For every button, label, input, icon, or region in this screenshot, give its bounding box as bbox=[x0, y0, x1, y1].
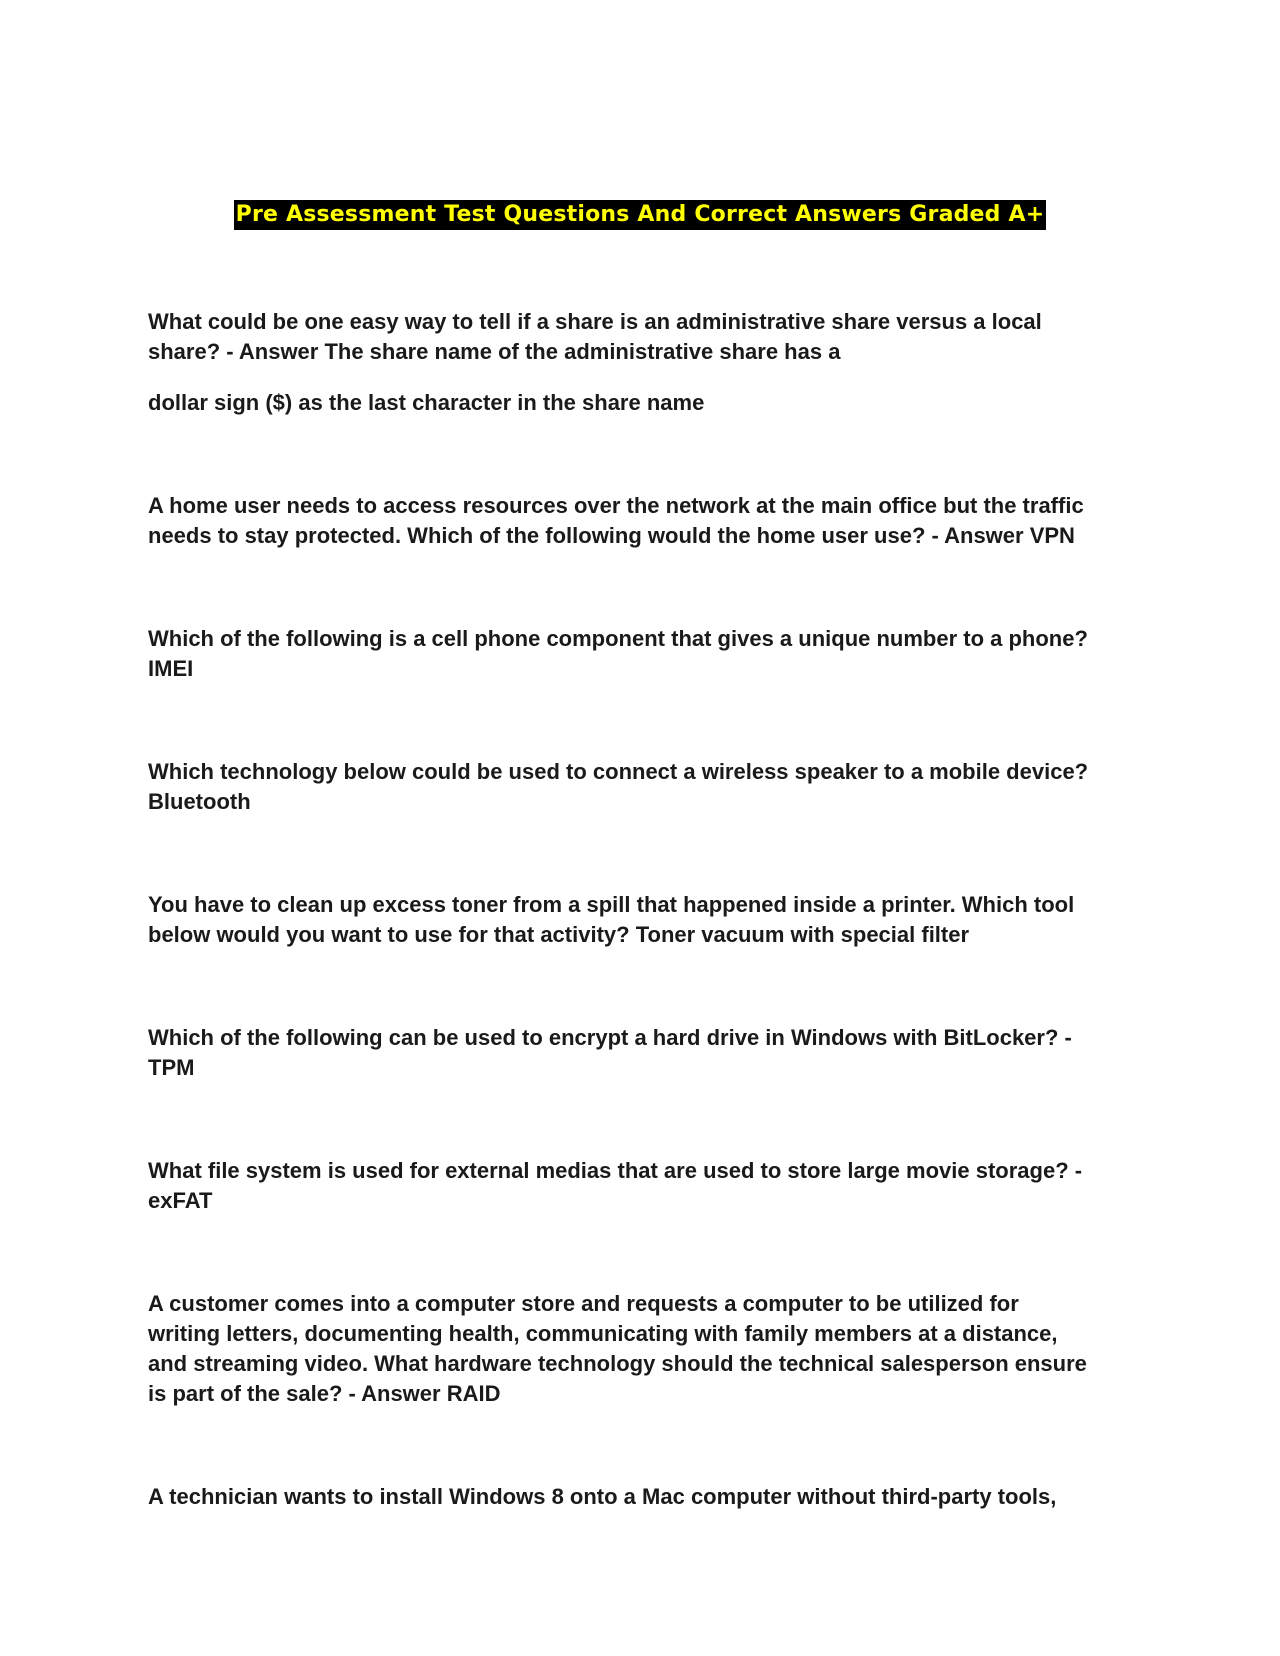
qa-line: needs to stay protected. Which of the following would the home user use? - Answer VPN bbox=[148, 523, 1075, 548]
qa-item-5 bbox=[148, 890, 1148, 950]
qa-item-8 bbox=[148, 1289, 1148, 1409]
qa-line: Bluetooth bbox=[148, 789, 251, 814]
qa-line: Which of the following can be used to encrypt a hard drive in Windows with BitLocker? - bbox=[148, 1025, 1072, 1050]
qa-line: below would you want to use for that activity? Toner vacuum with special filter bbox=[148, 922, 970, 947]
qa-item-9 bbox=[148, 1482, 1148, 1512]
qa-item-3 bbox=[148, 624, 1148, 684]
qa-item-6 bbox=[148, 1023, 1148, 1083]
qa-line: TPM bbox=[148, 1055, 195, 1080]
qa-line: You have to clean up excess toner from a spill that happened inside a printer. Which tool bbox=[148, 892, 1075, 917]
qa-item-1 bbox=[148, 307, 1148, 418]
qa-line: writing letters, documenting health, communicating with family members at a distance, bbox=[148, 1321, 1058, 1346]
qa-line: Which of the following is a cell phone component that gives a unique number to a phone? bbox=[148, 626, 1088, 651]
qa-line: is part of the sale? - Answer RAID bbox=[148, 1381, 501, 1406]
qa-line: share? - Answer The share name of the administrative share has a bbox=[148, 339, 841, 364]
qa-line: A customer comes into a computer store and requests a computer to be utilized for bbox=[148, 1291, 1019, 1316]
qa-item-2 bbox=[148, 491, 1148, 551]
qa-item-7 bbox=[148, 1156, 1148, 1216]
document-title: Pre Assessment Test Questions And Correct Answers Graded A+ bbox=[234, 200, 1047, 230]
qa-line: What could be one easy way to tell if a share is an administrative share versus a local bbox=[148, 309, 1042, 334]
qa-line: What file system is used for external medias that are used to store large movie storage? - bbox=[148, 1158, 1083, 1183]
qa-line: and streaming video. What hardware technology should the technical salesperson ensure bbox=[148, 1351, 1087, 1376]
qa-line: A home user needs to access resources over the network at the main office but the traffic bbox=[148, 493, 1084, 518]
qa-continuation: dollar sign ($) as the last character in the share name bbox=[148, 390, 705, 415]
qa-line: exFAT bbox=[148, 1188, 213, 1213]
title-container bbox=[0, 200, 1280, 230]
qa-item-4 bbox=[148, 757, 1148, 817]
qa-line: A technician wants to install Windows 8 onto a Mac computer without third-party tools, bbox=[148, 1484, 1057, 1509]
qa-line: Which technology below could be used to connect a wireless speaker to a mobile device? bbox=[148, 759, 1089, 784]
qa-line: IMEI bbox=[148, 656, 194, 681]
